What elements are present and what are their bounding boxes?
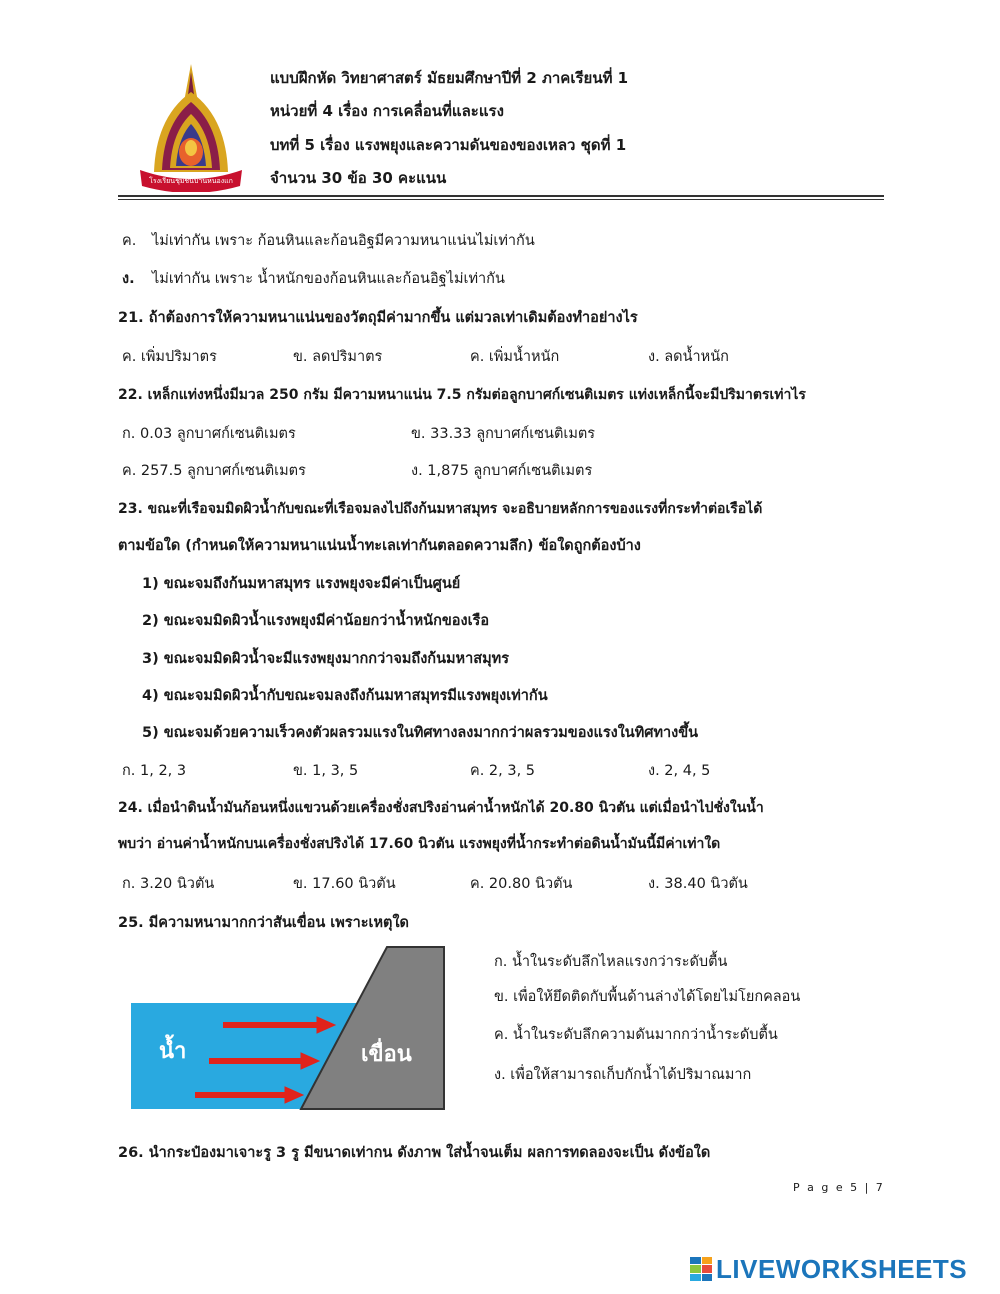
q23-option-1[interactable]: ก. 1, 2, 3 bbox=[122, 763, 187, 779]
question-23-line-2: ตามข้อใด (กำหนดให้ความหนาแน่นน้ำทะเลเท่ากันตลอดความลึก) ข้อใดถูกต้องบ้าง bbox=[118, 538, 641, 554]
water-label: น้ำ bbox=[159, 1039, 187, 1064]
question-24-line-2: พบว่า อ่านค่าน้ำหนักบนเครื่องชั่งสปริงได้ 17.60 นิวตัน แรงพยุงที่น้ำกระทำต่อดินน้ำมันนี้มีค่าเท่าใด bbox=[118, 836, 721, 852]
q25-option-2[interactable]: ข. เพื่อให้ยึดติดกับพื้นด้านล่างได้โดยไม่โยกคลอน bbox=[494, 989, 801, 1005]
q23-option-3[interactable]: ค. 2, 3, 5 bbox=[470, 763, 536, 779]
q23-option-2[interactable]: ข. 1, 3, 5 bbox=[293, 763, 359, 779]
logo-ribbon-text: โรงเรียนชุมชนบ้านหนองแก bbox=[149, 177, 233, 185]
header-rule bbox=[118, 195, 884, 197]
liveworksheets-icon bbox=[690, 1257, 712, 1281]
prev-option-d[interactable]: ไม่เท่ากัน เพราะ น้ำหนักของก้อนหินและก้อนอิฐไม่เท่ากัน bbox=[152, 271, 505, 287]
q25-option-1[interactable]: ก. น้ำในระดับลึกไหลแรงกว่าระดับตื้น bbox=[494, 954, 728, 970]
header-line-4: จำนวน 30 ข้อ 30 คะแนน bbox=[270, 169, 447, 187]
q21-option-4[interactable]: ง. ลดน้ำหนัก bbox=[648, 349, 729, 365]
question-24-line-1: 24. เมื่อนำดินน้ำมันก้อนหนึ่งแขวนด้วยเครื่องชั่งสปริงอ่านค่าน้ำหนักได้ 20.80 นิวตัน แต่เมื่อนำไปชั่งในน้ำ bbox=[118, 800, 764, 816]
q23-option-4[interactable]: ง. 2, 4, 5 bbox=[648, 763, 711, 779]
liveworksheets-text: LIVEWORKSHEETS bbox=[716, 1253, 968, 1284]
q21-option-1[interactable]: ค. เพิ่มปริมาตร bbox=[122, 349, 217, 365]
q24-option-1[interactable]: ก. 3.20 นิวตัน bbox=[122, 876, 215, 892]
prev-option-c-label: ค. bbox=[122, 233, 137, 249]
q22-option-4[interactable]: ง. 1,875 ลูกบาศก์เซนติเมตร bbox=[411, 463, 593, 479]
q23-statement-1: 1) ขณะจมถึงก้นมหาสมุทร แรงพยุงจะมีค่าเป็นศูนย์ bbox=[142, 576, 461, 592]
header-line-1: แบบฝึกหัด วิทยาศาสตร์ มัธยมศึกษาปีที่ 2 ภาคเรียนที่ 1 bbox=[270, 69, 629, 87]
question-26: 26. นำกระป๋องมาเจาะรู 3 รู มีขนาดเท่ากน ดังภาพ ใส่น้ำจนเต็ม ผลการทดลองจะเป็น ดังข้อใด bbox=[118, 1145, 711, 1161]
q23-statement-2: 2) ขณะจมมิดผิวน้ำแรงพยุงมีค่าน้อยกว่าน้ำหนักของเรือ bbox=[142, 613, 490, 629]
q22-option-3[interactable]: ค. 257.5 ลูกบาศก์เซนติเมตร bbox=[122, 463, 306, 479]
header-line-3: บทที่ 5 เรื่อง แรงพยุงและความดันของของเหลว ชุดที่ 1 bbox=[270, 136, 627, 154]
q22-option-2[interactable]: ข. 33.33 ลูกบาศก์เซนติเมตร bbox=[411, 426, 596, 442]
dam-label: เขื่อน bbox=[361, 1042, 412, 1067]
header-line-2: หน่วยที่ 4 เรื่อง การเคลื่อนที่และแรง bbox=[270, 102, 504, 120]
q24-option-3[interactable]: ค. 20.80 นิวตัน bbox=[470, 876, 573, 892]
question-23-line-1: 23. ขณะที่เรือจมมิดผิวน้ำกับขณะที่เรือจมลงไปถึงก้นมหาสมุทร จะอธิบายหลักการของแรงที่กระทำต่อเรือได้ bbox=[118, 501, 763, 517]
q24-option-2[interactable]: ข. 17.60 นิวตัน bbox=[293, 876, 396, 892]
page-number: P a g e 5 | 7 bbox=[793, 1181, 885, 1194]
q25-option-4[interactable]: ง. เพื่อให้สามารถเก็บกักน้ำได้ปริมาณมาก bbox=[494, 1067, 752, 1083]
q24-option-4[interactable]: ง. 38.40 นิวตัน bbox=[648, 876, 748, 892]
liveworksheets-brand[interactable] bbox=[690, 1253, 967, 1285]
question-21: 21. ถ้าต้องการให้ความหนาแน่นของวัตถุมีค่ามากขึ้น แต่มวลเท่าเดิมต้องทำอย่างไร bbox=[118, 310, 638, 326]
prev-option-c[interactable]: ไม่เท่ากัน เพราะ ก้อนหินและก้อนอิฐมีความหนาแน่นไม่เท่ากัน bbox=[152, 233, 535, 249]
header-rule-thin bbox=[118, 199, 884, 200]
q23-statement-5: 5) ขณะจมด้วยความเร็วคงตัวผลรวมแรงในทิศทางลงมากกว่าผลรวมของแรงในทิศทางขึ้น bbox=[142, 725, 699, 741]
dam-diagram bbox=[131, 945, 446, 1113]
prev-option-d-label: ง. bbox=[122, 271, 135, 287]
q21-option-2[interactable]: ข. ลดปริมาตร bbox=[293, 349, 383, 365]
q23-statement-3: 3) ขณะจมมิดผิวน้ำจะมีแรงพยุงมากกว่าจมถึงก้นมหาสมุทร bbox=[142, 651, 509, 667]
question-22: 22. เหล็กแท่งหนึ่งมีมวล 250 กรัม มีความหนาแน่น 7.5 กรัมต่อลูกบาศก์เซนติเมตร แท่งเหล็กนี้จะมีปริมาตรเท่าไร bbox=[118, 387, 806, 403]
q21-option-3[interactable]: ค. เพิ่มน้ำหนัก bbox=[470, 349, 560, 365]
school-logo bbox=[136, 62, 246, 192]
q25-option-3[interactable]: ค. น้ำในระดับลึกความดันมากกว่าน้ำระดับตื้น bbox=[494, 1027, 778, 1043]
q22-option-1[interactable]: ก. 0.03 ลูกบาศก์เซนติเมตร bbox=[122, 426, 296, 442]
question-25: 25. มีความหนามากกว่าสันเขื่อน เพราะเหตุใด bbox=[118, 915, 409, 931]
q23-statement-4: 4) ขณะจมมิดผิวน้ำกับขณะจมลงถึงก้นมหาสมุทรมีแรงพยุงเท่ากัน bbox=[142, 688, 548, 704]
